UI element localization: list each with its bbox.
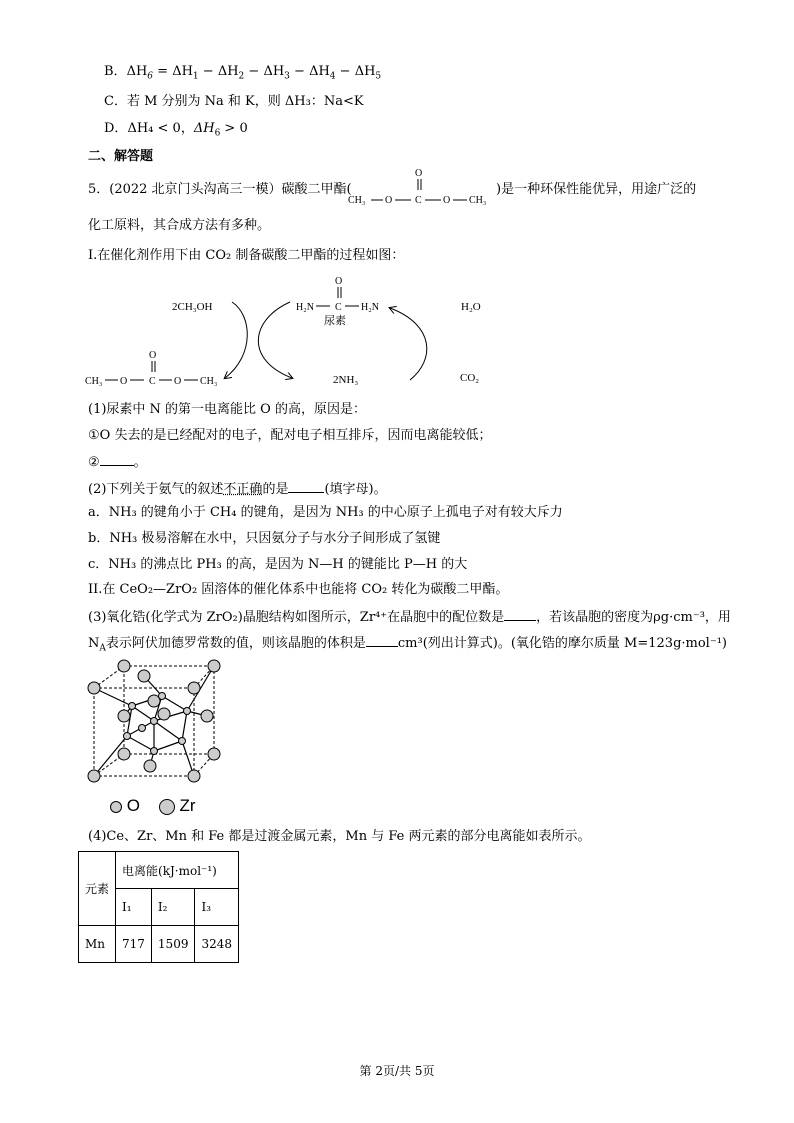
section-title: 二、解答题 <box>88 149 154 164</box>
element-header: 元素 <box>79 852 116 926</box>
oxygen-legend-icon <box>110 801 122 813</box>
ammonia-label: 2NH₃ <box>333 374 359 386</box>
option-b-ammonia: b．NH₃ 极易溶解在水中，只因氨分子与水分子间形成了氢键 <box>88 531 441 546</box>
arrow-methanol-to-product <box>225 302 247 378</box>
svg-text:CH₃: CH₃ <box>348 195 366 206</box>
methanol-label: 2CH₃OH <box>172 301 213 313</box>
svg-text:O: O <box>174 376 182 387</box>
q5-line2: 化工原料，其合成方法有多种。 <box>88 218 271 233</box>
table-row: Mn 717 1509 3248 <box>79 926 239 963</box>
svg-text:CH₃: CH₃ <box>469 195 487 206</box>
col-i3: I₃ <box>195 889 239 926</box>
q5-prefix: 5．(2022 北京门头沟高三一模）碳酸二甲酯( <box>88 182 352 197</box>
dimethyl-carbonate-structure <box>345 164 495 208</box>
q3-line1: (3)氧化锆(化学式为 ZrO₂)晶胞结构如图所示，Zr⁴⁺在晶胞中的配位数是 ，若该晶胞的密度为ρg·cm⁻³，用 <box>88 610 731 625</box>
co2-label: CO₂ <box>460 372 480 384</box>
arrow-urea-to-ammonia <box>258 302 292 378</box>
svg-text:O: O <box>385 195 393 206</box>
option-b: B．$\Delta H_6 = \Delta H_1 - \Delta H_2 - \Delta H_3 - \Delta H_4 - \Delta H_5$ <box>104 64 382 82</box>
page-footer: 第 2页/共 5页 <box>359 1064 435 1078</box>
q5-suffix: )是一种环保性能优异，用途广泛的 <box>496 182 697 197</box>
svg-text:CH₃: CH₃ <box>85 376 103 387</box>
answer-blank[interactable] <box>288 480 324 493</box>
answer-blank[interactable] <box>100 453 134 466</box>
col-i1: I₁ <box>116 889 152 926</box>
option-c-ammonia: c．NH₃ 的沸点比 PH₃ 的高，是因为 N—H 的键能比 P—H 的大 <box>88 557 468 572</box>
zirconium-legend-icon <box>159 799 175 815</box>
svg-text:O: O <box>120 376 128 387</box>
svg-text:O: O <box>443 195 451 206</box>
svg-text:O: O <box>335 276 343 287</box>
option-a: a．NH₃ 的键角小于 CH₄ 的键角，是因为 NH₃ 的中心原子上孤电子对有较大斥力 <box>88 505 563 520</box>
arrow-ammonia-to-urea <box>390 308 427 380</box>
reaction-scheme <box>80 270 500 395</box>
ionization-energy-table <box>78 851 239 963</box>
energy-header: 电离能(kJ·mol⁻¹) <box>116 852 239 889</box>
col-i2: I₂ <box>151 889 195 926</box>
q1-reason1: ①O 失去的是已经配对的电子，配对电子相互排斥，因而电离能较低； <box>88 428 492 443</box>
option-d: D．ΔH₄ < 0，$\Delta H_6 > 0$ <box>104 121 248 139</box>
answer-blank[interactable] <box>366 634 398 647</box>
svg-text:O: O <box>149 350 157 361</box>
svg-text:C: C <box>415 195 422 206</box>
q3-line2: $N_A$表示阿伏加德罗常数的值，则该晶胞的体积是 cm³(列出计算式)。(氧化锆的摩尔质量 M=123g·mol⁻¹) <box>88 636 727 654</box>
q1-reason2: ② 。 <box>88 455 147 470</box>
option-c: C．若 M 分别为 Na 和 K，则 ΔH₃：Na<K <box>104 94 364 109</box>
svg-text:C: C <box>335 302 342 313</box>
carbonyl-o: O <box>415 168 423 179</box>
svg-text:C: C <box>149 376 156 387</box>
answer-blank[interactable] <box>504 608 536 621</box>
crystal-legend: O Zr <box>110 796 195 816</box>
q2-text: (2)下列关于氨气的叙述不正确的是 (填字母)。 <box>88 482 387 497</box>
q1-text: (1)尿素中 N 的第一电离能比 O 的高，原因是： <box>88 402 366 417</box>
q4-text: (4)Ce、Zr、Mn 和 Fe 都是过渡金属元素，Mn 与 Fe 两元素的部分电离能如表所示。 <box>88 829 591 844</box>
svg-text:CH₃: CH₃ <box>200 376 218 387</box>
urea-label: 尿素 <box>324 315 346 327</box>
part2-intro: II.在 CeO₂—ZrO₂ 固溶体的催化体系中也能将 CO₂ 转化为碳酸二甲酯。 <box>88 582 509 597</box>
water-label: H₂O <box>461 301 481 313</box>
svg-text:H₂N: H₂N <box>361 302 379 313</box>
svg-text:H₂N: H₂N <box>296 302 314 313</box>
part1-intro: I.在催化剂作用下由 CO₂ 制备碳酸二甲酯的过程如图： <box>88 248 405 263</box>
